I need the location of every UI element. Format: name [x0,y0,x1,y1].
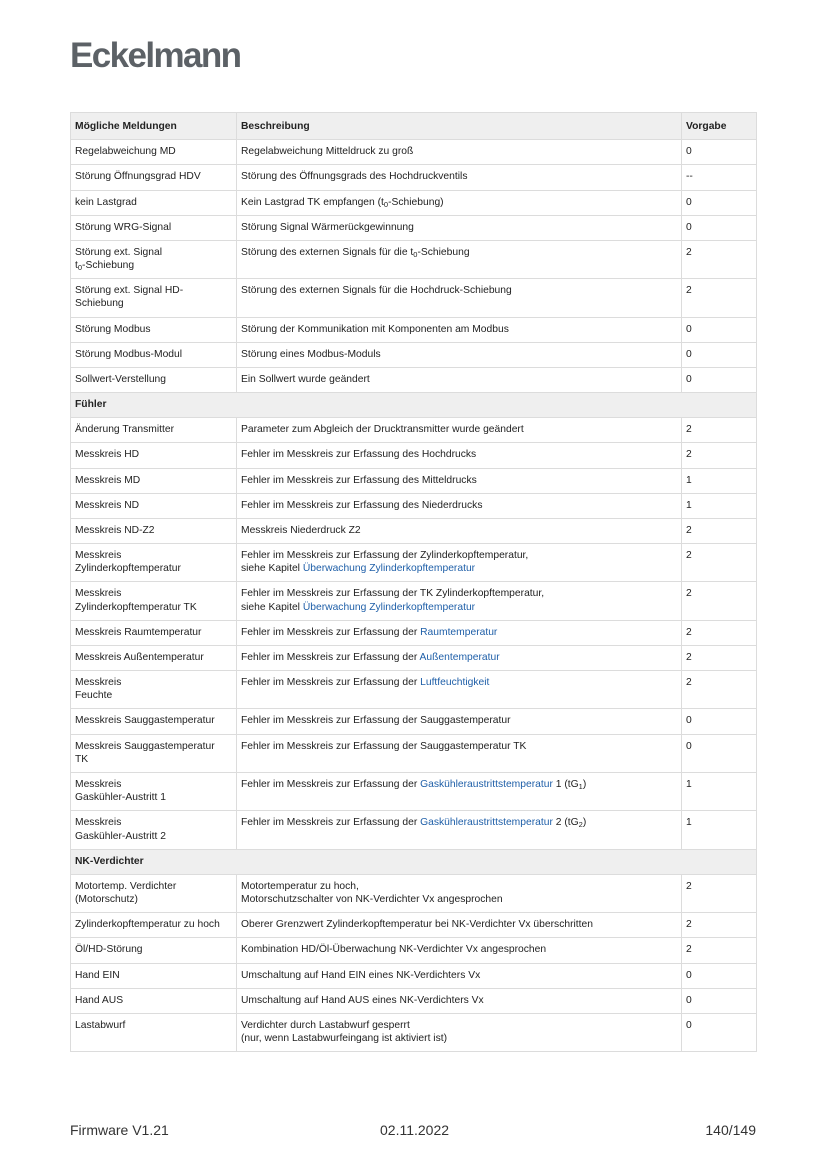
footer-date: 02.11.2022 [380,1122,450,1138]
subscript: 1 [578,781,583,791]
cell-beschreibung: Regelabweichung Mitteldruck zu groß [237,140,682,165]
cell-beschreibung: Parameter zum Abgleich der Drucktransmitter wurde geändert [237,418,682,443]
cell-meldung: Messkreis Zylinderkopftemperatur [71,544,237,582]
table-row [71,874,757,912]
cell-beschreibung: Messkreis Niederdruck Z2 [237,518,682,543]
cell-vorgabe: 0 [682,342,757,367]
header-meldungen: Mögliche Meldungen [71,113,237,140]
cell-vorgabe: 0 [682,140,757,165]
table-row [71,342,757,367]
table-row [71,963,757,988]
table-row [71,671,757,709]
cell-meldung: kein Lastgrad [71,190,237,215]
cell-meldung: Messkreis Zylinderkopftemperatur TK [71,582,237,620]
cell-meldung: Störung Modbus-Modul [71,342,237,367]
cell-vorgabe: 0 [682,215,757,240]
cell-meldung: Änderung Transmitter [71,418,237,443]
cell-vorgabe: 2 [682,645,757,670]
section-row [71,393,757,418]
table-row [71,518,757,543]
table-row [71,493,757,518]
cross-reference-link[interactable]: Luftfeuchtigkeit [420,677,490,689]
cell-meldung: Störung Modbus [71,317,237,342]
header-vorgabe: Vorgabe [682,113,757,140]
cell-vorgabe: 1 [682,493,757,518]
cell-beschreibung: Umschaltung auf Hand EIN eines NK-Verdichters Vx [237,963,682,988]
cell-meldung: Störung WRG-Signal [71,215,237,240]
cell-beschreibung: Störung eines Modbus-Moduls [237,342,682,367]
subscript: 2 [578,820,583,830]
table-row [71,772,757,810]
cell-beschreibung: Störung des Öffnungsgrads des Hochdruckventils [237,165,682,190]
table-row [71,544,757,582]
cell-beschreibung: Störung des externen Signals für die $t_0$-Schiebung [237,240,682,278]
brand-logo: Eckelmann [70,36,241,75]
cell-vorgabe: 0 [682,963,757,988]
table-row [71,1013,757,1051]
cross-reference-link[interactable]: Überwachung Zylinderkopftemperatur [302,563,476,575]
table-row [71,645,757,670]
table-row [71,734,757,772]
table-row [71,913,757,938]
cell-beschreibung: Fehler im Messkreis zur Erfassung des Mitteldrucks [237,468,682,493]
cell-beschreibung: Störung des externen Signals für die Hochdruck-Schiebung [237,279,682,317]
header-beschreibung: Beschreibung [237,113,682,140]
table-row [71,938,757,963]
cell-vorgabe: 0 [682,709,757,734]
cell-meldung: Öl/HD-Störung [71,938,237,963]
cell-vorgabe: 2 [682,582,757,620]
cell-vorgabe: 2 [682,671,757,709]
cell-vorgabe: 2 [682,518,757,543]
table-row [71,317,757,342]
cell-meldung: Messkreis ND-Z2 [71,518,237,543]
cell-beschreibung: Störung Signal Wärmerückgewinnung [237,215,682,240]
cell-beschreibung: Fehler im Messkreis zur Erfassung der Raumtemperatur [237,620,682,645]
cell-beschreibung: Fehler im Messkreis zur Erfassung der TK Zylinderkopftemperatur, siehe Kapitel Überwachung Zylinderkopftemperatur [237,582,682,620]
cell-meldung: Störung ext. Signal HD- Schiebung [71,279,237,317]
footer-page-number: 140/149 [705,1122,756,1138]
cell-meldung: Messkreis HD [71,443,237,468]
cell-vorgabe: 2 [682,279,757,317]
cell-meldung: Messkreis Sauggastemperatur TK [71,734,237,772]
cell-meldung: Messkreis Gaskühler-Austritt 2 [71,811,237,849]
cell-vorgabe: 1 [682,811,757,849]
cross-reference-link[interactable]: Überwachung Zylinderkopftemperatur [302,601,476,613]
cell-vorgabe: 2 [682,418,757,443]
section-title: NK-Verdichter [71,849,757,874]
table-row [71,367,757,392]
cell-beschreibung: Fehler im Messkreis zur Erfassung der Gaskühleraustrittstemperatur 1 $(tG_1)$ [237,772,682,810]
table-body [71,140,757,1052]
cell-meldung: Messkreis Raumtemperatur [71,620,237,645]
table-row [71,165,757,190]
table-row [71,443,757,468]
cell-beschreibung: Kein Lastgrad TK empfangen $(t_0-Schiebung)$ [237,190,682,215]
section-title: Fühler [71,393,757,418]
table-row [71,620,757,645]
subscript: 0 [383,199,389,209]
table-row [71,468,757,493]
cell-vorgabe: 1 [682,468,757,493]
cell-vorgabe: 2 [682,874,757,912]
cell-beschreibung: Fehler im Messkreis zur Erfassung der Gaskühleraustrittstemperatur 2 $(tG_2)$ [237,811,682,849]
cell-beschreibung: Fehler im Messkreis zur Erfassung der Zylinderkopftemperatur, siehe Kapitel Überwachung Zylinderkopftemperatur [237,544,682,582]
table-row [71,190,757,215]
cell-meldung: Messkreis Feuchte [71,671,237,709]
cross-reference-link[interactable]: Außentemperatur [419,651,500,663]
subscript: 0 [413,249,418,259]
table-row [71,582,757,620]
cell-beschreibung: Störung der Kommunikation mit Komponenten am Modbus [237,317,682,342]
table-row [71,215,757,240]
cell-meldung: Hand AUS [71,988,237,1013]
cell-vorgabe: 0 [682,317,757,342]
section-row [71,849,757,874]
cell-beschreibung: Fehler im Messkreis zur Erfassung des Hochdrucks [237,443,682,468]
cell-meldung: Motortemp. Verdichter (Motorschutz) [71,874,237,912]
cell-beschreibung: Umschaltung auf Hand AUS eines NK-Verdichters Vx [237,988,682,1013]
cell-vorgabe: -- [682,165,757,190]
table-row [71,418,757,443]
cell-meldung: Zylinderkopftemperatur zu hoch [71,913,237,938]
cross-reference-link[interactable]: Raumtemperatur [420,626,498,638]
subscript: 0 [77,263,83,273]
cell-beschreibung: Fehler im Messkreis zur Erfassung der Sauggastemperatur TK [237,734,682,772]
cell-vorgabe: 0 [682,734,757,772]
cell-beschreibung: Motortemperatur zu hoch, Motorschutzschalter von NK-Verdichter Vx angesprochen [237,874,682,912]
messages-table [70,112,757,1052]
cell-beschreibung: Oberer Grenzwert Zylinderkopftemperatur bei NK-Verdichter Vx überschritten [237,913,682,938]
cell-beschreibung: Fehler im Messkreis zur Erfassung der Außentemperatur [237,645,682,670]
cell-vorgabe: 0 [682,988,757,1013]
cell-vorgabe: 2 [682,913,757,938]
cell-beschreibung: Kombination HD/Öl-Überwachung NK-Verdichter Vx angesprochen [237,938,682,963]
table-row [71,279,757,317]
cell-beschreibung: Fehler im Messkreis zur Erfassung des Niederdrucks [237,493,682,518]
cell-vorgabe: 0 [682,367,757,392]
cell-meldung: Lastabwurf [71,1013,237,1051]
table-row [71,140,757,165]
cell-beschreibung: Ein Sollwert wurde geändert [237,367,682,392]
table-row [71,709,757,734]
cell-vorgabe: 0 [682,1013,757,1051]
cell-vorgabe: 0 [682,190,757,215]
cell-vorgabe: 2 [682,938,757,963]
cell-vorgabe: 2 [682,620,757,645]
cell-meldung: Hand EIN [71,963,237,988]
cross-reference-link[interactable]: Gaskühleraustrittstemperatur [420,778,553,790]
cell-meldung: Regelabweichung MD [71,140,237,165]
cell-beschreibung: Verdichter durch Lastabwurf gesperrt (nur, wenn Lastabwurfeingang ist aktiviert ist) [237,1013,682,1051]
cell-meldung: Störung Öffnungsgrad HDV [71,165,237,190]
cell-meldung: Messkreis Gaskühler-Austritt 1 [71,772,237,810]
cell-meldung: Messkreis MD [71,468,237,493]
cell-vorgabe: 2 [682,443,757,468]
cell-beschreibung: Fehler im Messkreis zur Erfassung der Luftfeuchtigkeit [237,671,682,709]
table-header-row [71,113,757,140]
cell-meldung: Messkreis Außentemperatur [71,645,237,670]
cell-beschreibung: Fehler im Messkreis zur Erfassung der Sauggastemperatur [237,709,682,734]
cell-meldung: Messkreis ND [71,493,237,518]
table-row [71,988,757,1013]
cell-vorgabe: 1 [682,772,757,810]
cross-reference-link[interactable]: Gaskühleraustrittstemperatur [420,817,553,829]
cell-vorgabe: 2 [682,544,757,582]
footer-version: Firmware V1.21 [70,1122,169,1138]
cell-vorgabe: 2 [682,240,757,278]
table-row [71,811,757,849]
table-row [71,240,757,278]
cell-meldung: Messkreis Sauggastemperatur [71,709,237,734]
cell-meldung: Sollwert-Verstellung [71,367,237,392]
cell-meldung: Störung ext. Signal $t_0$-Schiebung [71,240,237,278]
